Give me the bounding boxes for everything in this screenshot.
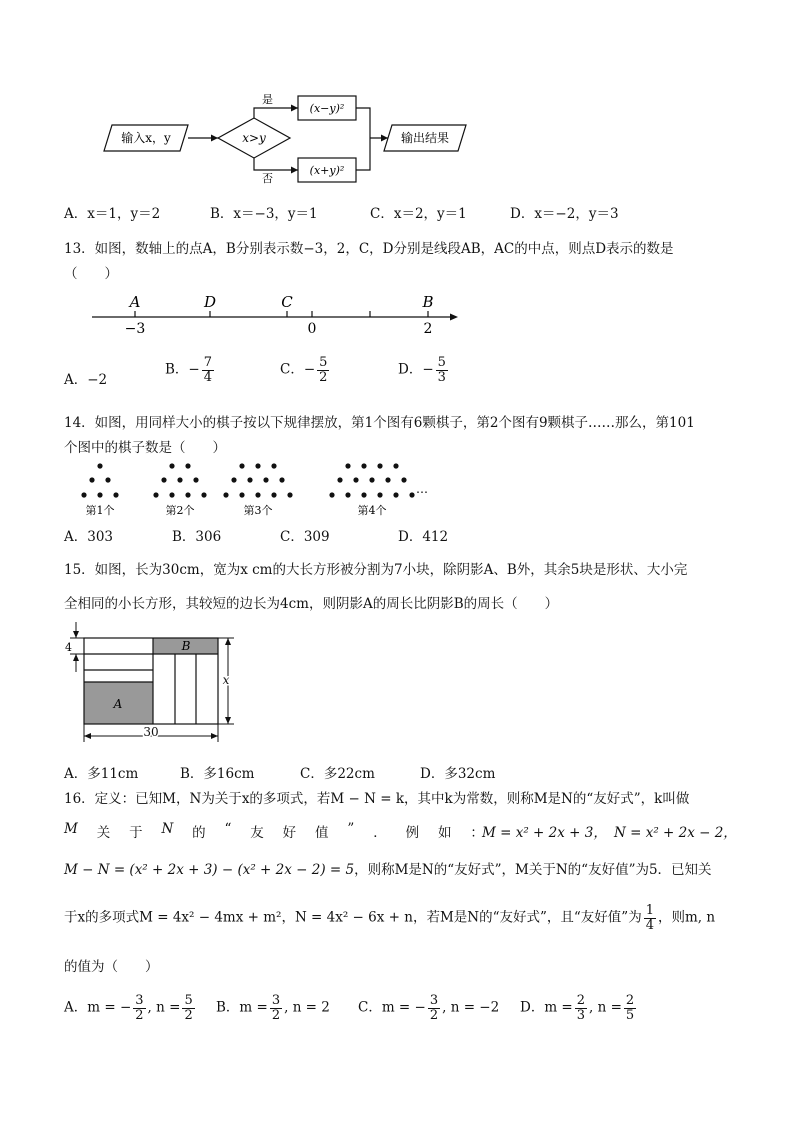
- axis-point-a: A: [129, 293, 141, 311]
- q16-line5: 的值为（ ）: [64, 959, 159, 975]
- q15-stem-line2: 全相同的小长方形，其较短的边长为4cm，则阴影A的周长比阴影B的周长（ ）: [64, 596, 559, 612]
- q12-option-b: B．x＝−3，y＝1: [210, 206, 318, 222]
- fig-label-a: A: [113, 697, 123, 711]
- dots-label-1: 第1个: [85, 504, 115, 517]
- q15-option-d: D．多32cm: [420, 766, 496, 782]
- q14-option-b: B．306: [172, 529, 222, 545]
- flow-expr-yes: (x−y)²: [309, 102, 345, 115]
- q13-option-a: A．−2: [64, 372, 108, 388]
- dots-label-2: 第2个: [165, 504, 195, 517]
- q16-line2-expr2: N = x² + 2x − 2，: [614, 825, 737, 841]
- axis-tick-0: 0: [307, 321, 317, 337]
- q13-option-c: C．− $\frac{5}{2}$: [280, 355, 328, 385]
- q16-line1: 16．定义：已知M，N为关于x的多项式，若M − N = k，其中k为常数，则称M是N的“友好式”，k叫做: [64, 791, 690, 807]
- q14-stem-line1: 14．如图，用同样大小的棋子按以下规律摆放，第1个图有6颗棋子，第2个图有9颗棋子……那么，第101: [64, 415, 695, 431]
- q16-option-a: A．m = − $\frac{3}{2}$ , n = $\frac{5}{2}$: [64, 993, 193, 1023]
- flow-expr-no: (x+y)²: [309, 164, 345, 177]
- axis-point-c: C: [281, 293, 293, 311]
- axis-point-b: B: [422, 293, 434, 311]
- dot-pattern-figure: [0, 458, 794, 518]
- q12-option-a: A．x＝1，y＝2: [64, 206, 161, 222]
- flow-output-text: 输出结果: [400, 131, 450, 145]
- flowchart: [0, 0, 794, 200]
- dots-label-4: 第4个: [357, 504, 387, 517]
- flow-condition-text: x>y: [242, 131, 266, 145]
- q16-line4: 于x的多项式M = 4x² − 4mx + m²，N = 4x² − 6x + n，若M是N的“友好式”，且“友好值”为 $\frac{1}{4}$ ，则m, n: [64, 903, 716, 933]
- q14-stem-line2: 个图中的棋子数是（ ）: [64, 440, 226, 456]
- q14-option-d: D．412: [398, 529, 449, 545]
- number-line: [0, 285, 794, 340]
- q13-stem-line2: （ ）: [64, 266, 118, 282]
- q13-stem-line1: 13．如图，数轴上的点A，B分别表示数−3，2，C，D分别是线段AB，AC的中点，则点D表示的数是: [64, 241, 674, 257]
- q15-stem-line1: 15．如图，长为30cm，宽为x cm的大长方形被分割为7小块，除阴影A、B外，其余5块是形状、大小完: [64, 562, 688, 578]
- q16-option-b: B．m = $\frac{3}{2}$ , n = 2: [216, 993, 330, 1023]
- axis-point-d: D: [203, 293, 217, 311]
- fig-label-4: 4: [65, 641, 72, 654]
- fraction: $\frac{1}{4}$: [645, 903, 654, 933]
- fraction: $\frac{5}{2}$: [319, 355, 328, 385]
- q13-option-b: B．− $\frac{7}{4}$: [165, 355, 213, 385]
- flow-no-label: 否: [262, 172, 273, 185]
- dots-ellipsis: …: [416, 482, 428, 496]
- flow-yes-label: 是: [262, 93, 273, 106]
- flow-input-text: 输入x，y: [121, 131, 171, 145]
- q12-option-c: C．x＝2，y＝1: [370, 206, 467, 222]
- q16-line3: M − N = (x² + 2x + 3) − (x² + 2x − 2) = 5，则称M是N的“友好式”，M关于N的“友好值”为5．已知关: [64, 862, 712, 878]
- q13-option-d: D．− $\frac{5}{3}$: [398, 355, 446, 385]
- q15-option-a: A．多11cm: [64, 766, 139, 782]
- q16-option-c: C．m = − $\frac{3}{2}$ , n = −2: [358, 993, 500, 1023]
- fraction: $\frac{5}{3}$: [437, 355, 446, 385]
- q12-option-d: D．x＝−2，y＝3: [510, 206, 619, 222]
- q15-option-b: B．多16cm: [180, 766, 255, 782]
- q15-option-c: C．多22cm: [300, 766, 375, 782]
- fraction: $\frac{7}{4}$: [203, 355, 213, 385]
- rectangle-figure: [0, 614, 794, 754]
- q16-line2-words: M 关 于 N 的 “ 友 好 值 ” ． 例 如 ：: [64, 821, 484, 841]
- axis-tick-neg3: −3: [124, 321, 146, 337]
- q16-line2-expr1: M = x² + 2x + 3，: [482, 825, 607, 841]
- fig-label-b: B: [181, 639, 191, 653]
- fig-label-x: x: [222, 673, 230, 687]
- q16-option-d: D．m = $\frac{2}{3}$ , n = $\frac{2}{5}$: [520, 993, 635, 1023]
- axis-tick-2: 2: [423, 321, 433, 337]
- dots-label-3: 第3个: [243, 504, 273, 517]
- q14-option-a: A．303: [64, 529, 114, 545]
- fig-label-30: 30: [143, 725, 159, 739]
- q14-option-c: C．309: [280, 529, 330, 545]
